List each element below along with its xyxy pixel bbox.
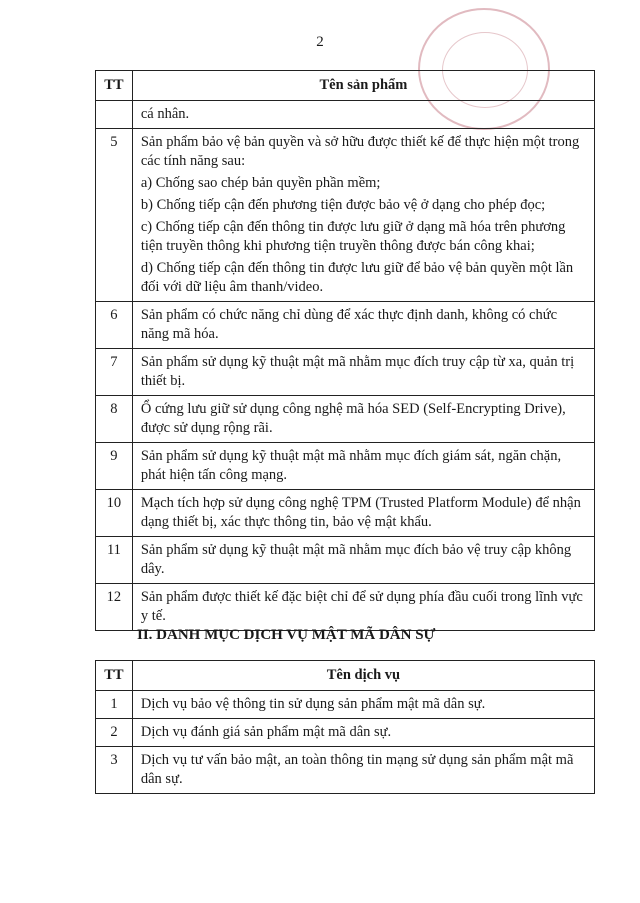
- row-number: 1: [96, 691, 133, 719]
- table-row: [96, 396, 595, 443]
- row-description: Dịch vụ bảo vệ thông tin sử dụng sản phẩm mật mã dân sự.: [132, 691, 594, 719]
- row-number: 8: [96, 396, 133, 443]
- header-tt: TT: [96, 71, 133, 101]
- row-number: 7: [96, 349, 133, 396]
- page-number: 2: [316, 34, 324, 50]
- table-header-row: [96, 661, 595, 691]
- table-row: [96, 101, 595, 129]
- table-row: [96, 537, 595, 584]
- row-description: Dịch vụ tư vấn bảo mật, an toàn thông tin mạng sử dụng sản phẩm mật mã dân sự.: [132, 747, 594, 794]
- row-number: 5: [96, 129, 133, 302]
- table-row: [96, 443, 595, 490]
- row-description: Sản phẩm có chức năng chỉ dùng để xác thực định danh, không có chức năng mã hóa.: [132, 302, 594, 349]
- table-row: [96, 719, 595, 747]
- row-number: 3: [96, 747, 133, 794]
- products-table: [95, 70, 595, 631]
- row-description: [132, 129, 594, 302]
- table-row: [96, 691, 595, 719]
- row-number: 9: [96, 443, 133, 490]
- header-tt: TT: [96, 661, 133, 691]
- table-row: [96, 349, 595, 396]
- row-description: Sản phẩm sử dụng kỹ thuật mật mã nhằm mục đích bảo vệ truy cập không dây.: [132, 537, 594, 584]
- row-description: Sản phẩm sử dụng kỹ thuật mật mã nhằm mục đích giám sát, ngăn chặn, phát hiện tấn công mạng.: [132, 443, 594, 490]
- row-number: 11: [96, 537, 133, 584]
- row-description: Mạch tích hợp sử dụng công nghệ TPM (Trusted Platform Module) để nhận dạng thiết bị, xác thực thông tin, bảo vệ mật khẩu.: [132, 490, 594, 537]
- sub-item: d) Chống tiếp cận đến thông tin được lưu giữ để bảo vệ bản quyền một lần đối với dữ liệu âm thanh/video.: [140, 260, 574, 295]
- table-header-row: [96, 71, 595, 101]
- row-description: Sản phẩm được thiết kế đặc biệt chỉ để sử dụng phía đầu cuối trong lĩnh vực y tế.: [132, 584, 594, 631]
- sub-item: a) Chống sao chép bản quyền phần mềm;: [140, 175, 381, 191]
- table-row: [96, 302, 595, 349]
- sub-item: b) Chống tiếp cận đến phương tiện được bảo vệ ở dạng cho phép đọc;: [140, 197, 546, 213]
- table-row: [96, 490, 595, 537]
- table-row: [96, 584, 595, 631]
- table-row: [96, 747, 595, 794]
- services-table: [95, 660, 595, 794]
- row-number: 6: [96, 302, 133, 349]
- row-number: 12: [96, 584, 133, 631]
- row-description: Dịch vụ đánh giá sản phẩm mật mã dân sự.: [132, 719, 594, 747]
- header-product-name: Tên sản phẩm: [132, 71, 594, 101]
- table-row: [96, 129, 595, 302]
- row-number: 2: [96, 719, 133, 747]
- sub-item: c) Chống tiếp cận đến thông tin được lưu giữ ở dạng mã hóa trên phương tiện truyền thông khi phương tiện truyền thông được bán công khai;: [140, 219, 566, 254]
- row-description: Ổ cứng lưu giữ sử dụng công nghệ mã hóa SED (Self-Encrypting Drive), được sử dụng rộng rãi.: [132, 396, 594, 443]
- row-description: Sản phẩm sử dụng kỹ thuật mật mã nhằm mục đích truy cập từ xa, quản trị thiết bị.: [132, 349, 594, 396]
- section-heading: II. DANH MỤC DỊCH VỤ MẬT MÃ DÂN SỰ: [137, 627, 436, 643]
- header-service-name: Tên dịch vụ: [132, 661, 594, 691]
- row-text: Sản phẩm bảo vệ bản quyền và sở hữu được thiết kế để thực hiện một trong các tính năng sau:: [140, 134, 580, 169]
- row-number: 10: [96, 490, 133, 537]
- row-number: [96, 101, 133, 129]
- row-continuation: cá nhân.: [132, 101, 594, 129]
